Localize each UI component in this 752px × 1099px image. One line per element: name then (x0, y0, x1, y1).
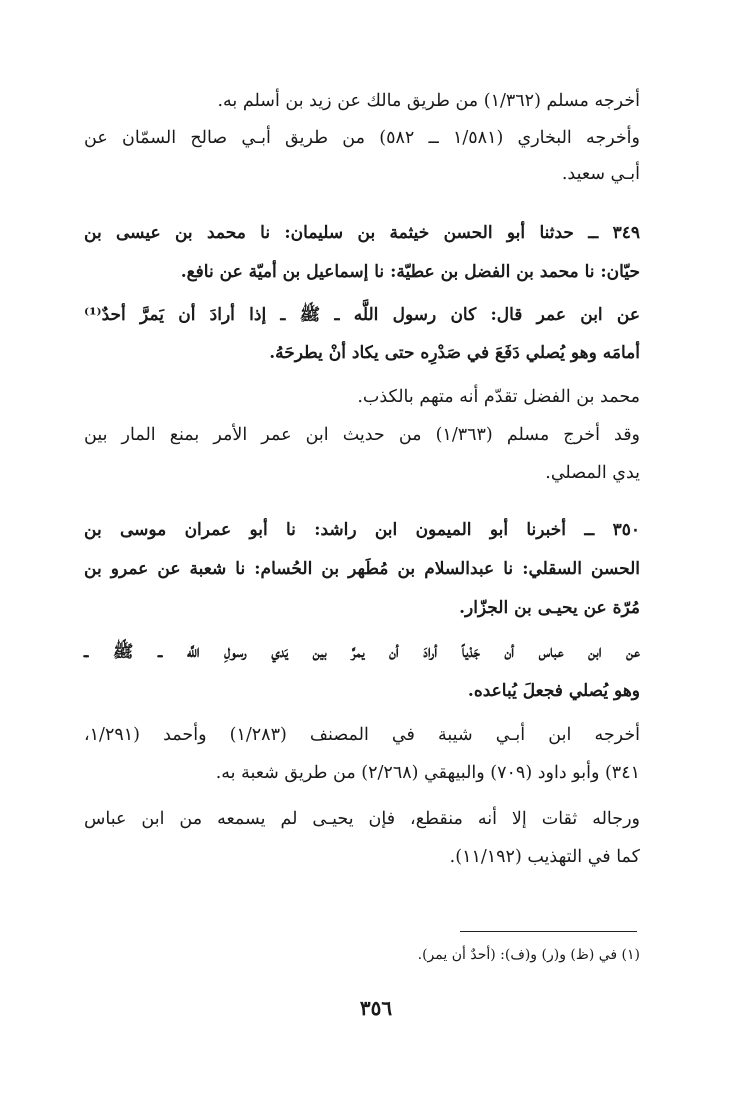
hadith-350-matn: وهو يُصلي فجعلَ يُباعده. (467, 681, 640, 701)
footnote-divider (460, 931, 637, 932)
text-line: محمد بن الفضل تقدّم أنه متهم بالكذب. (357, 387, 640, 407)
text-line: وأخرجه البخاري (١/٥٨١ ــ ٥٨٢) من طريق أبـي صالح السمّان عن (84, 128, 640, 148)
hadith-349-isnad: ٣٤٩ ــ حدثنا أبو الحسن خيثمة بن سليمان: نا محمد بن عيسى بن (84, 223, 640, 243)
hadith-350-matn: عن ابن عباس أن جَدْياً أرادَ أن يمرَّ بين يَدي رسولِ اللَّه ــ ﷺ ــ (84, 642, 640, 662)
text-line: ٣٤١) وأبو داود (٧٠٩) والبيهقي (٢/٢٦٨) من طريق شعبة به. (215, 763, 640, 783)
text-line: أخرجه ابن أبـي شيبة في المصنف (١/٢٨٣) وأحمد (١/٢٩١، (84, 725, 640, 745)
hadith-349-matn: أمامَه وهو يُصلي دَفَعَ في صَدْرِه حتى يكاد أنْ يطرحَهُ. (269, 343, 640, 363)
hadith-349-matn: عن ابن عمر قال: كان رسول اللَّه ـ ﷺ ـ إذا أرادَ أن يَمرَّ أحدٌ⁽¹⁾ (84, 305, 640, 325)
text-line: وقد أخرج مسلم (١/٣٦٣) من حديث ابن عمر الأمر بمنع المار بين (84, 425, 641, 445)
hadith-350-isnad: ٣٥٠ ــ أخبرنا أبو الميمون ابن راشد: نا أبو عمران موسى بن (84, 520, 640, 540)
hadith-350-isnad: مُرّة عن يحيـى بن الجزّار. (459, 598, 640, 618)
hadith-350-isnad: الحسن السقلي: نا عبدالسلام بن مُطَهر بن الحُسام: نا شعبة عن عمرو بن (84, 559, 640, 579)
text-line: كما في التهذيب (١١/١٩٢). (449, 847, 640, 867)
hadith-349-isnad: حيّان: نا محمد بن الفضل بن عطيّة: نا إسماعيل بن أميّة عن نافع. (180, 262, 640, 282)
text-line: أخرجه مسلم (١/٣٦٢) من طريق مالك عن زيد بن أسلم به. (217, 91, 640, 111)
footnote: (١) في (ظ) و(ر) و(ف): (أحدٌ أن يمر). (417, 947, 640, 963)
text-line: ورجاله ثقات إلا أنه منقطع، فإن يحيـى لم يسمعه من ابن عباس (84, 809, 640, 829)
text-line: يدي المصلي. (545, 463, 640, 483)
page-number: ٣٥٦ (359, 996, 393, 1020)
text-line: أبـي سعيد. (561, 164, 640, 184)
